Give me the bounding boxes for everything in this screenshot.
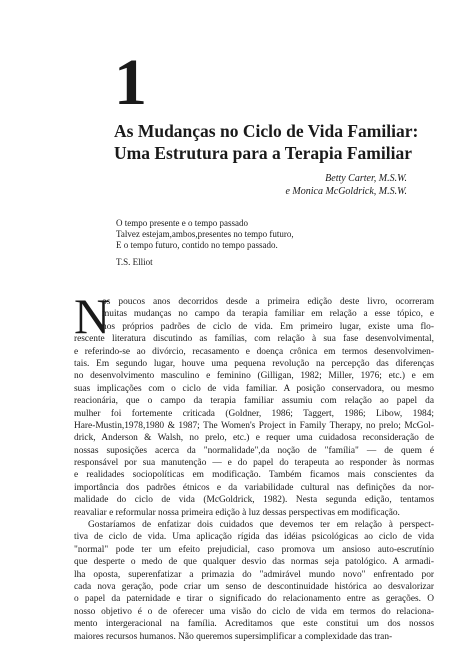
body-line: importância dos padrões étnicos e da variabilidade cultural nas definições da nor- — [74, 482, 434, 493]
author-line-1: Betty Carter, M.S.W. — [325, 173, 407, 184]
body-line: mulher foi fortemente criticada (Goldner, 1986; Taggert, 1986; Libow, 1984; — [74, 408, 434, 419]
epigraph-line-1: O tempo presente e o tempo passado — [116, 218, 248, 228]
body-line: Gostaríamos de enfatizar dois cuidados que devemos ter em relação à perspect- — [88, 520, 434, 531]
body-line: tiva de ciclo de vida. Uma aplicação rígida das idéias psicológicas ao ciclo de vida — [74, 532, 434, 543]
body-line: nossas suposições acerca da "normalidade",da noção de "família" — de quem é — [74, 445, 434, 456]
body-line: cada nova geração, pode criar um senso de descontinuidade histórica ao desvalorizar — [74, 581, 434, 592]
chapter-title-line-1: As Mudanças no Ciclo de Vida Familiar: — [114, 121, 419, 141]
body-line: reacionária, que o campo da terapia familiar assumiu com relação ao papel da — [74, 396, 434, 407]
body-line: suas implicações com o ciclo de vida familiar. A posição conservadora, ou mesmo — [74, 383, 434, 394]
chapter-title-line-2: Uma Estrutura para a Terapia Familiar — [114, 143, 412, 163]
body-line: no desenvolvimento masculino e feminino (Gilligan, 1982; Miller, 1976; etc.) e em — [74, 371, 434, 382]
epigraph-line-2: Talvez estejam,ambos,presentes no tempo futuro, — [116, 229, 294, 239]
body-line: e referindo-se ao divórcio, recasamento e doença crônica em termos desenvolvimen- — [74, 346, 434, 357]
body-line: maiores recursos humanos. Não queremos supersimplificar a complexidade das tran- — [74, 631, 393, 642]
body-line: mento intergeracional na família. Acreditamos que este constitui um dos nossos — [74, 619, 434, 630]
body-line: tais. Em segundo lugar, houve uma pequena revolução na percepção das diferenças — [74, 358, 434, 369]
body-line: e realidades sociopolíticas em modificação. Também ficamos mais conscientes da — [74, 470, 434, 481]
body-line: malidade do ciclo de vida (McGoldrick, 1982). Nesta segunda edição, tentamos — [74, 495, 434, 506]
author-line-2: e Monica McGoldrick, M.S.W. — [285, 186, 407, 197]
authors-block — [285, 172, 407, 198]
body-text — [74, 288, 434, 643]
body-line: os poucos anos decorridos desde a primeira edição deste livro, ocorreram — [102, 297, 434, 307]
epigraph — [116, 218, 416, 268]
drop-cap: N — [74, 288, 111, 344]
epigraph-line-3: E o tempo futuro, contido no tempo passado. — [116, 240, 278, 250]
body-line: nosso objetivo é o de oferecer uma visão do ciclo de vida em termos do relaciona- — [74, 606, 434, 617]
body-line: que desperte o medo de que qualquer desvio das normas seja patológico. A armadi- — [74, 557, 434, 568]
epigraph-attribution: T.S. Elliot — [116, 257, 153, 267]
body-line: o papel da paternidade e tirar o significado do relacionamento entre as gerações. O — [74, 594, 434, 605]
body-line: drick, Anderson & Walsh, no prelo, etc.) e requer uma cuidadosa reconsideração de — [74, 433, 434, 444]
body-line: muitas mudanças no campo da terapia familiar em relação a esse tópico, e — [102, 309, 434, 320]
body-line: rescente literatura discutindo as famílias, com relação à sua fase desenvolvimental, — [74, 334, 434, 345]
body-line: nos próprios padrões de ciclo de vida. Em primeiro lugar, existe uma flo- — [102, 321, 434, 332]
body-line: "normal" pode ter um efeito prejudicial, caso promova um ansioso auto-escrutínio — [74, 544, 434, 555]
chapter-title — [114, 120, 434, 164]
body-line: responsável por sua manutenção — e do papel do terapeuta ao responder às normas — [74, 458, 434, 469]
body-line: Hare-Mustin,1978,1980 & 1987; The Women's Project in Family Therapy, no prelo; McGol- — [74, 420, 434, 431]
body-line: lha oposta, superenfatizar a primazia do "admirável mundo novo" enfrentado por — [74, 569, 434, 580]
body-line: reavaliar e reformular nossa primeira edição à luz dessas perspectivas em modificação. — [74, 507, 400, 518]
chapter-number: 1 — [114, 46, 147, 119]
